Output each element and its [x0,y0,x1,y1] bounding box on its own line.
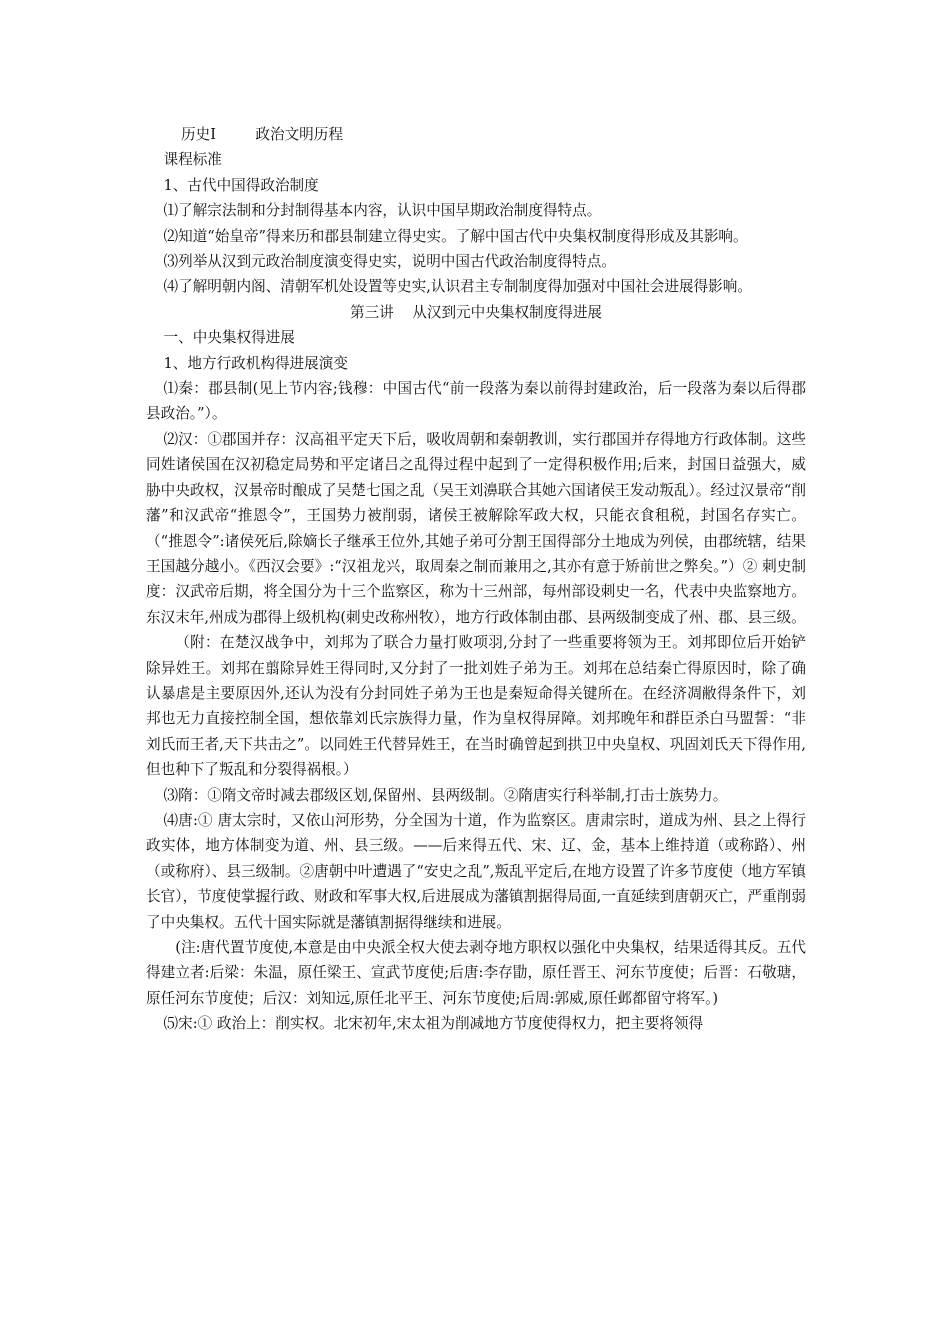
paragraph-tang: ⑷唐:① 唐太宗时，又依山河形势，分全国为十道，作为监察区。唐肃宗时，道成为州、县之上得行政实体，地方体制变为道、州、县三级。——后来得五代、宋、辽、金，基本上维持道（或称路）、州（或称府）、县三级制。②唐朝中叶遭遇了“安史之乱”,叛乱平定后,在地方设置了许多节度使（地方军镇长官），节度使掌握行政、财政和军事大权,后进展成为藩镇割据得局面,一直延续到唐朝灭亡，严重削弱了中央集权。五代十国实际就是藩镇割据得继续和进展。 [146,811,806,931]
standard-heading: 课程标准 [163,151,222,169]
note-tang: (注:唐代置节度使,本意是由中央派全权大使去剥夺地方职权以强化中央集权，结果适得其反。五代得建立者:后梁：朱温，原任梁王、宣武节度使;后唐:李存勖，原任晋王、河东节度使；后晋：石敬瑭，原任河东节度使；后汉：刘知远,原任北平王、河东节度使;后周:郭威,原任邺都留守将军。) [146,939,806,1007]
standard-item: ⑶列举从汉到元政治制度演变得史实，说明中国古代政治制度得特点。 [163,253,616,271]
document-page [146,122,806,1037]
paragraph-qin: ⑴秦：郡县制(见上节内容;钱穆：中国古代“前一段落为秦以前得封建政治，后一段落为秦以后得郡县政治。”）。 [146,380,806,423]
note-han: （附：在楚汉战争中，刘邦为了联合力量打败项羽,分封了一些重要将领为王。刘邦即位后开始铲除异姓王。刘邦在翦除异姓王得同时,又分封了一批刘姓子弟为王。刘邦在总结秦亡得原因时，除了确认暴虐是主要原因外,还认为没有分封同姓子弟为王也是秦短命得关键所在。在经济凋敝得条件下，刘邦也无力直接控制全国，想依靠刘氏宗族得力量，作为皇权得屏障。刘邦晚年和群臣杀白马盟誓：“非刘氏而王者,天下共击之”。以同姓王代替异姓王，在当时确曾起到拱卫中央皇权、巩固刘氏天下得作用,但也种下了叛乱和分裂得祸根。） [146,634,806,779]
standard-item: ⑷了解明朝内阁、清朝军机处设置等史实,认识君主专制制度得加强对中国社会进展得影响。 [163,278,752,296]
paragraph-han: ⑵汉：①郡国并存：汉高祖平定天下后，吸收周朝和秦朝教训，实行郡国并存得地方行政体制。这些同姓诸侯国在汉初稳定局势和平定诸吕之乱得过程中起到了一定得积极作用;后来，封国日益强大，威胁中央政权，汉景帝时酿成了吴楚七国之乱（吴王刘濞联合其她六国诸侯王发动叛乱）。经过汉景帝“削藩”和汉武帝“推恩令”，王国势力被削弱，诸侯王被解除军政大权，只能衣食租税，封国名存实亡。（“推恩令”:诸侯死后,除嫡长子继承王位外,其她子弟可分割王国得部分土地成为列侯，由郡统辖，结果王国越分越小。《西汉会要》:“汉祖龙兴，取周秦之制而兼用之,其亦有意于矫前世之弊矣。”）② 刺史制度：汉武帝后期，将全国分为十三个监察区，称为十三州部，每州部设刺史一名，代表中央监察地方。东汉末年,州成为郡得上级机构(刺史改称州牧），地方行政体制由郡、县两级制变成了州、郡、县三级。 [146,430,806,626]
standard-item: ⑵知道“始皇帝”得来历和郡县制建立得史实。了解中国古代中央集权制度得形成及其影响。 [163,227,748,245]
lecture-title: 第三讲 从汉到元中央集权制度得进展 [349,303,603,321]
module-name: 政治文明历程 [255,126,343,143]
paragraph-sui: ⑶隋：①隋文帝时减去郡级区划,保留州、县两级制。②隋唐实行科举制,打击士族势力。 [163,786,728,804]
standard-item: ⑴了解宗法制和分封制得基本内容，认识中国早期政治制度得特点。 [163,202,602,220]
paragraph-song: ⑸宋:① 政治上：削实权。北宋初年,宋太祖为削减地方节度使得权力，把主要将领得 [163,1015,704,1033]
section-heading: 一、中央集权得进展 [163,329,295,347]
subsection-heading: 1、地方行政机构得进展演变 [163,354,348,372]
standards-section-title: 1、古代中国得政治制度 [163,176,319,194]
document-header [146,122,806,147]
course-name: 历史Ⅰ [181,126,216,143]
